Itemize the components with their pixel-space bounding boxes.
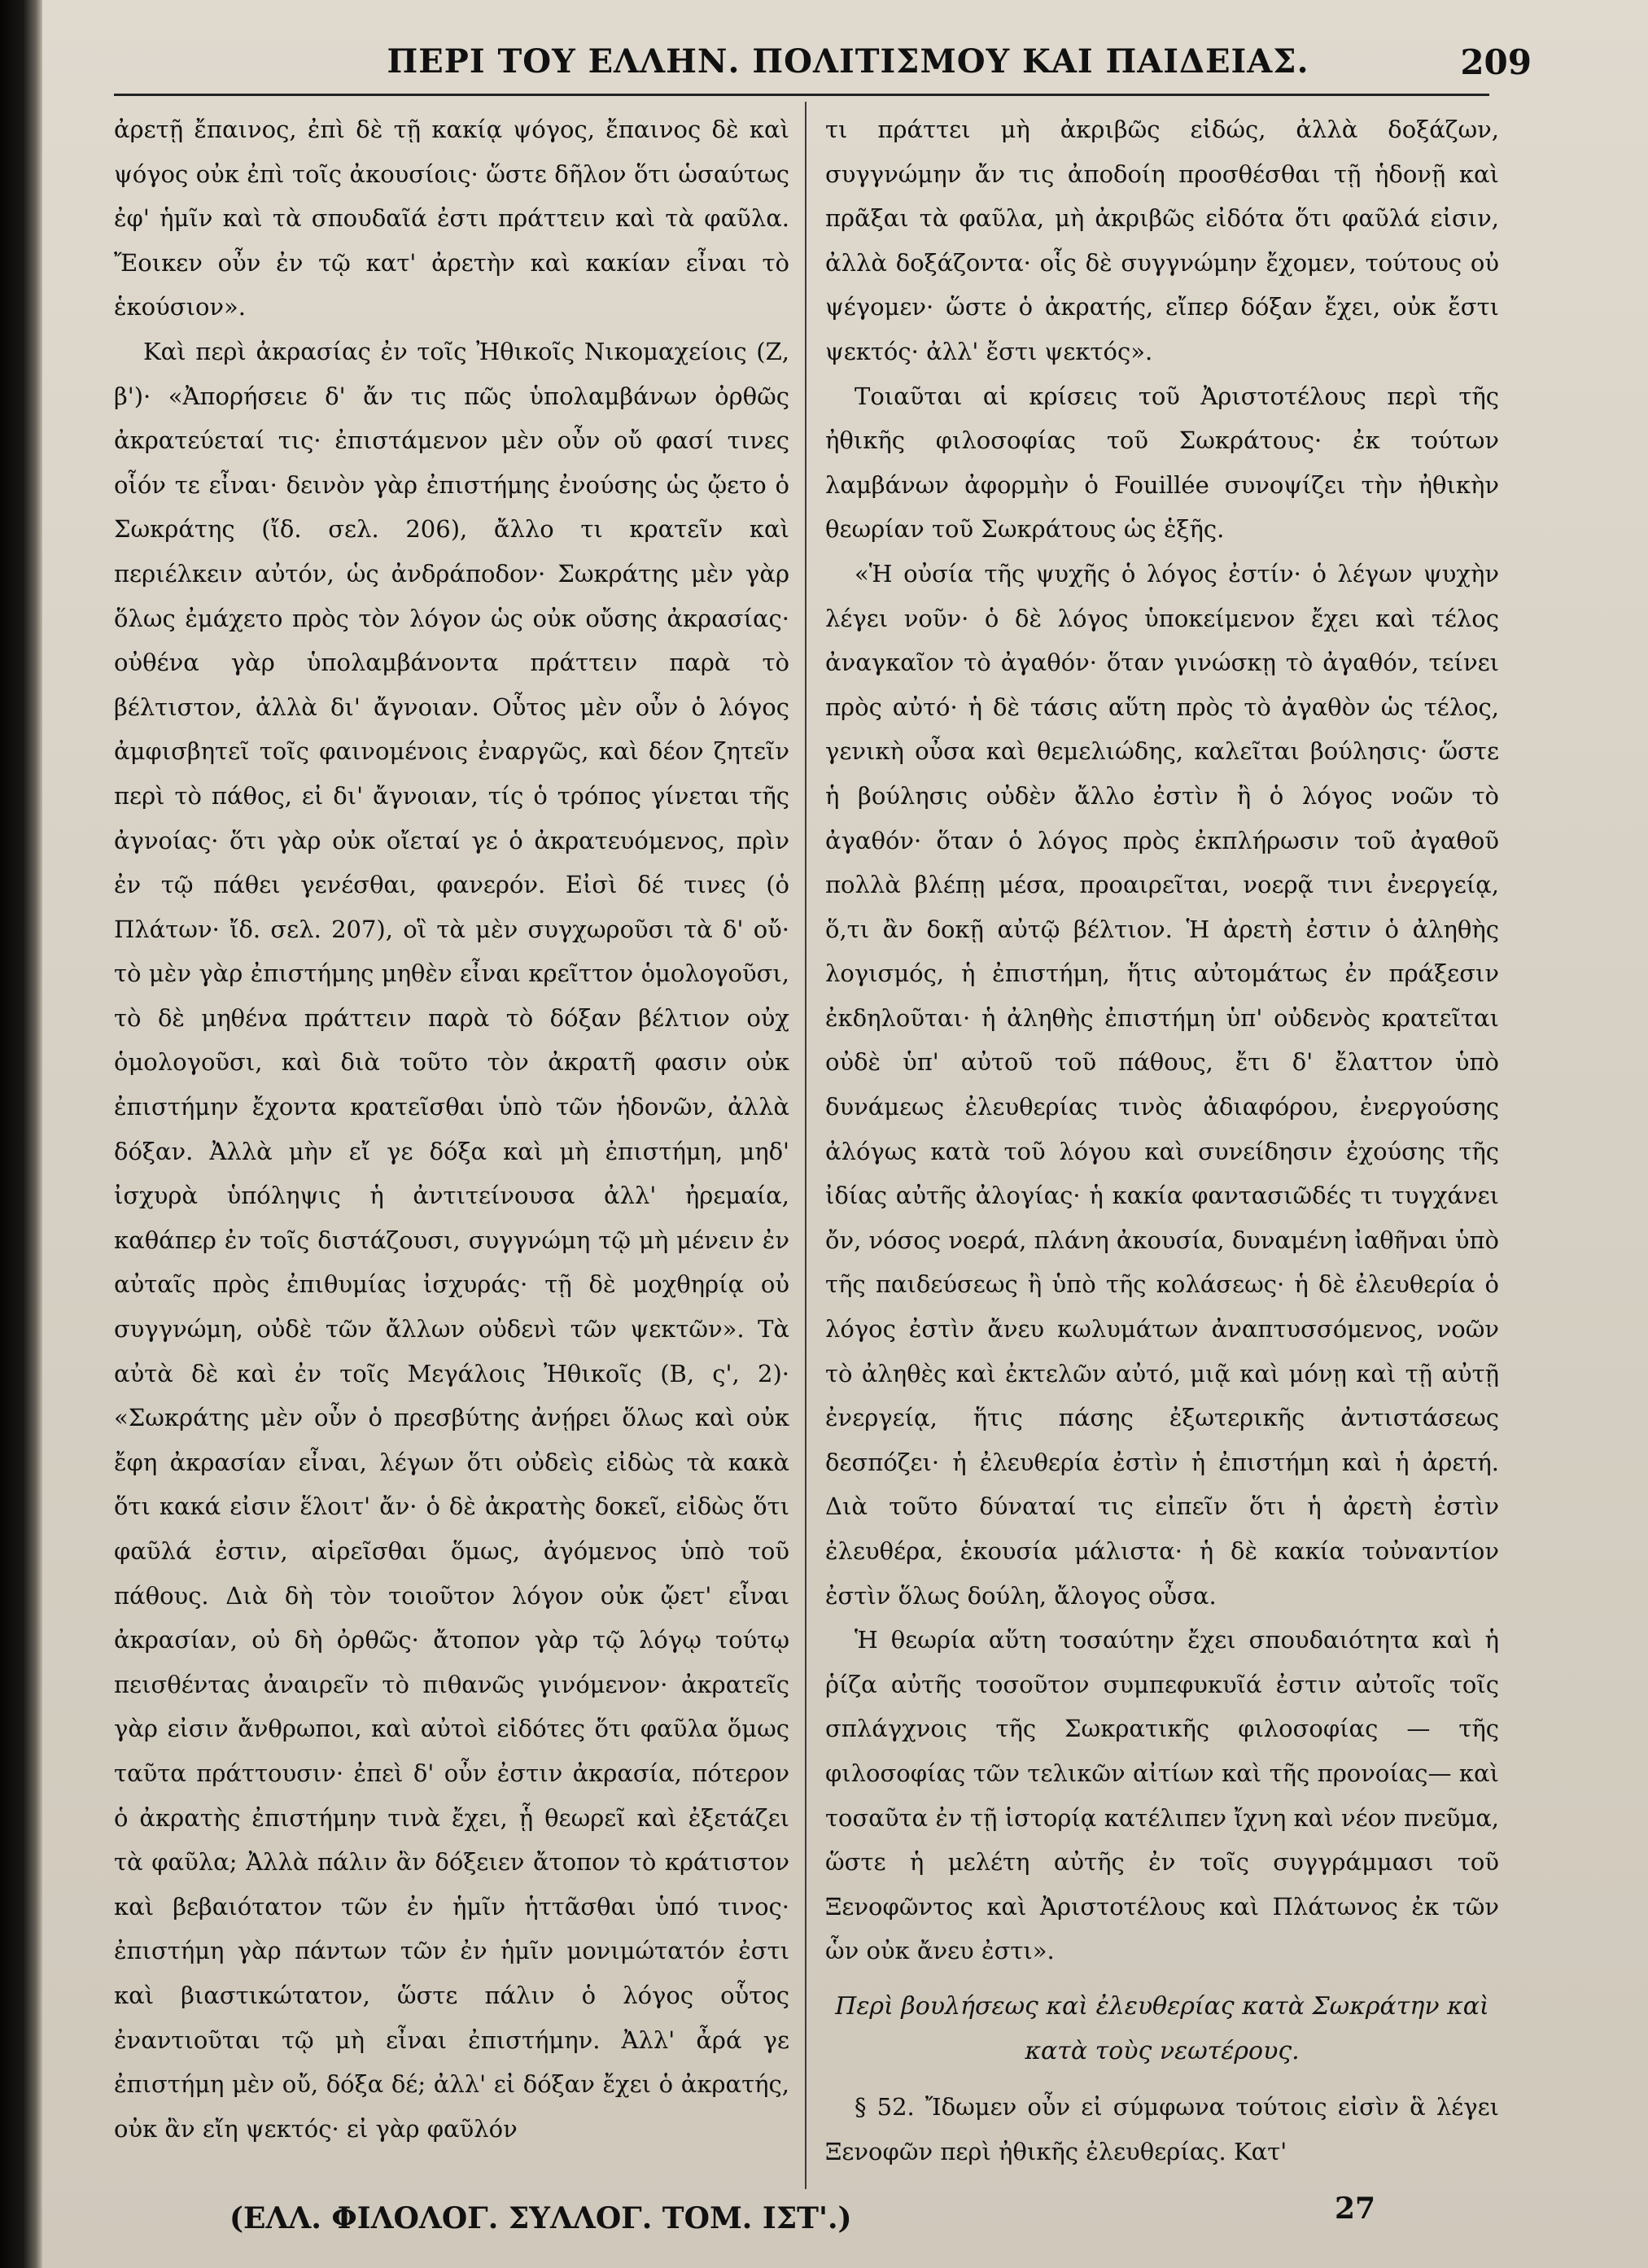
journal-signature: (ΕΛΛ. ΦΙΛΟΛΟΓ. ΣΥΛΛΟΓ. ΤΟΜ. ΙΣΤ'.) [229,2201,852,2235]
page-number: 209 [1460,42,1532,82]
page-footer [114,2192,1497,2250]
page-header [116,42,1629,91]
right-paragraph-3: «Ἡ οὐσία τῆς ψυχῆς ὁ λόγος ἐστίν· ὁ λέγων ψυχὴν λέγει νοῦν· ὁ δὲ λόγος ὑποκείμενον ἔχει καὶ τέλος ἀναγκαῖον τὸ ἀγαθόν· ὅταν γινώσκῃ τὸ ἀγαθόν, τείνει πρὸς αὐτό· ἡ δὲ τάσις αὕτη πρὸς τὸ ἀγαθὸν ὡς τέλος, γενικὴ οὖσα καὶ θεμελιώδης, καλεῖται βούλησις· ὥστε ἡ βούλησις οὐδὲν ἄλλο ἐστὶν ἢ ὁ λόγος νοῶν τὸ ἀγαθόν· ὅταν ὁ λόγος πρὸς ἐκπλήρωσιν τοῦ ἀγαθοῦ πολλὰ βλέπῃ μέσα, προαιρεῖται, νοερᾷ τινι ἐνεργείᾳ, ὅ,τι ἂν δοκῇ αὐτῷ βέλτιον. Ἡ ἀρετὴ ἐστιν ὁ ἀληθὴς λογισμός, ἡ ἐπιστήμη, ἥτις αὐτομάτως ἐν πράξεσιν ἐκδηλοῦται· ἡ ἀληθὴς ἐπιστήμη ὑπ' οὐδενὸς κρατεῖται οὐδὲ ὑπ' αὐτοῦ τοῦ πάθους, ἔτι δ' ἔλαττον ὑπὸ δυνάμεως ἐλευθερίας τινὸς ἀδιαφόρου, ἐνεργούσης ἀλόγως κατὰ τοῦ λόγου καὶ συνείδησιν ἐχούσης τῆς ἰδίας αὐτῆς ἀλογίας· ἡ κακία φαντασιῶδές τι τυγχάνει ὄν, νόσος νοερά, πλάνη ἀκουσία, δυναμένη ἰαθῆναι ὑπὸ τῆς παιδεύσεως ἢ ὑπὸ τῆς κολάσεως· ἡ δὲ ἐλευθερία ὁ λόγος ἐστὶν ἄνευ κωλυμάτων ἀναπτυσσόμενος, νοῶν τὸ ἀληθὲς καὶ ἐκτελῶν αὐτό, μιᾷ καὶ μόνῃ καὶ τῇ αὐτῇ ἐνεργείᾳ, ἥτις πάσης ἐξωτερικῆς ἀντιστάσεως δεσπόζει· ἡ ἐλευθερία ἐστὶν ἡ ἐπιστήμη καὶ ἡ ἀρετή. Διὰ τοῦτο δύναταί τις εἰπεῖν ὅτι ἡ ἀρετὴ ἐστὶν ἐλευθέρα, ἑκουσία μάλιστα· ἡ δὲ κακία τοὐναντίον ἐστὶν ὅλως δούλη, ἄλογος οὖσα. [825,559,1499,1610]
right-column [825,107,1499,2191]
right-paragraph-2: Τοιαῦται αἱ κρίσεις τοῦ Ἀριστοτέλους περὶ τῆς ἠθικῆς φιλοσοφίας τοῦ Σωκράτους· ἐκ τούτων λαμβάνων ἀφορμὴν ὁ Fouillée συνοψίζει τὴν ἠθικὴν θεωρίαν τοῦ Σωκράτους ὡς ἑξῆς. [825,382,1499,544]
left-paragraph-2: Καὶ περὶ ἀκρασίας ἐν τοῖς Ἠθικοῖς Νικομαχείοις (Ζ, β')· «Ἀπορήσειε δ' ἄν τις πῶς ὑπολαμβάνων ὀρθῶς ἀκρατεύεταί τις· ἐπιστάμενον μὲν οὖν οὔ φασί τινες οἷόν τε εἶναι· δεινὸν γὰρ ἐπιστήμης ἐνούσης ὡς ᾤετο ὁ Σωκράτης (ἴδ. σελ. 206), ἄλλο τι κρατεῖν καὶ περιέλκειν αὐτόν, ὡς ἀνδράποδον· Σωκράτης μὲν γὰρ ὅλως ἐμάχετο πρὸς τὸν λόγον ὡς οὐκ οὔσης ἀκρασίας· οὐθένα γὰρ ὑπολαμβάνοντα πράττειν παρὰ τὸ βέλτιστον, ἀλλὰ δι' ἄγνοιαν. Οὗτος μὲν οὖν ὁ λόγος ἀμφισβητεῖ τοῖς φαινομένοις ἐναργῶς, καὶ δέον ζητεῖν περὶ τὸ πάθος, εἰ δι' ἄγνοιαν, τίς ὁ τρόπος γίνεται τῆς ἀγνοίας· ὅτι γὰρ οὐκ οἴεταί γε ὁ ἀκρατευόμενος, πρὶν ἐν τῷ πάθει γενέσθαι, φανερόν. Εἰσὶ δέ τινες (ὁ Πλάτων· ἴδ. σελ. 207), οἳ τὰ μὲν συγχωροῦσι τὰ δ' οὔ· τὸ μὲν γὰρ ἐπιστήμης μηθὲν εἶναι κρεῖττον ὁμολογοῦσι, τὸ δὲ μηθένα πράττειν παρὰ τὸ δόξαν βέλτιον οὐχ ὁμολογοῦσι, καὶ διὰ τοῦτο τὸν ἀκρατῆ φασιν οὐκ ἐπιστήμην ἔχοντα κρατεῖσθαι ὑπὸ τῶν ἡδονῶν, ἀλλὰ δόξαν. Ἀλλὰ μὴν εἴ γε δόξα καὶ μὴ ἐπιστήμη, μηδ' ἰσχυρὰ ὑπόληψις ἡ ἀντιτείνουσα ἀλλ' ἠρεμαία, καθάπερ ἐν τοῖς διστάζουσι, συγγνώμη τῷ μὴ μένειν ἐν αὐταῖς πρὸς ἐπιθυμίας ἰσχυράς· τῇ δὲ μοχθηρίᾳ οὐ συγγνώμη, οὐδὲ τῶν ἄλλων οὐδενὶ τῶν ψεκτῶν». Τὰ αὐτὰ δὲ καὶ ἐν τοῖς Μεγάλοις Ἠθικοῖς (Β, ς', 2)· «Σωκράτης μὲν οὖν ὁ πρεσβύτης ἀνῄρει ὅλως καὶ οὐκ ἔφη ἀκρασίαν εἶναι, λέγων ὅτι οὐδεὶς εἰδὼς τὰ κακὰ ὅτι κακά εἰσιν ἕλοιτ' ἄν· ὁ δὲ ἀκρατὴς δοκεῖ, εἰδὼς ὅτι φαῦλά ἐστιν, αἱρεῖσθαι ὅμως, ἀγόμενος ὑπὸ τοῦ πάθους. Διὰ δὴ τὸν τοιοῦτον λόγον οὐκ ᾤετ' εἶναι ἀκρασίαν, οὐ δὴ ὀρθῶς· ἄτοπον γὰρ τῷ λόγῳ τούτῳ πεισθέντας ἀναιρεῖν τὸ πιθανῶς γινόμενον· ἀκρατεῖς γὰρ εἰσιν ἄνθρωποι, καὶ αὐτοὶ εἰδότες ὅτι φαῦλα ὅμως ταῦτα πράττουσιν· ἐπεὶ δ' οὖν ἐστιν ἀκρασία, πότερον ὁ ἀκρατὴς ἐπιστήμην τινὰ ἔχει, ᾗ θεωρεῖ καὶ ἐξετάζει τὰ φαῦλα; Ἀλλὰ πάλιν ἂν δόξειεν ἄτοπον τὸ κράτιστον καὶ βεβαιότατον τῶν ἐν ἡμῖν ἡττᾶσθαι ὑπό τινος· ἐπιστήμη γὰρ πάντων τῶν ἐν ἡμῖν μονιμώτατόν ἐστι καὶ βιαστικώτατον, ὥστε πάλιν ὁ λόγος οὗτος ἐναντιοῦται τῷ μὴ εἶναι ἐπιστήμην. Ἀλλ' ἆρά γε ἐπιστήμη μὲν οὔ, δόξα δέ; ἀλλ' εἰ δόξαν ἔχει ὁ ἀκρατής, οὐκ ἂν εἴη ψεκτός· εἰ γὰρ φαῦλόν [114,337,789,2143]
book-page [42,0,1648,2268]
sheet-number: 27 [1335,2192,1376,2226]
right-paragraph-4: Ἡ θεωρία αὕτη τοσαύτην ἔχει σπουδαιότητα καὶ ἡ ῥίζα αὐτῆς τοσοῦτον συμπεφυκυῖά ἐστιν αὐτοῖς τοῖς σπλάγχνοις τῆς Σωκρατικῆς φιλοσοφίας — τῆς φιλοσοφίας τῶν τελικῶν αἰτίων καὶ τῆς προνοίας— καὶ τοσαῦτα ἐν τῇ ἱστορίᾳ κατέλιπεν ἴχνη καὶ νέον πνεῦμα, ὥστε ἡ μελέτη αὐτῆς ἐν τοῖς συγγράμμασι τοῦ Ξενοφῶντος καὶ Ἀριστοτέλους καὶ Πλάτωνος ἐκ τῶν ὧν οὐκ ἄνευ ἐστι». [825,1626,1499,1965]
left-paragraph-1: ἀρετῇ ἔπαινος, ἐπὶ δὲ τῇ κακίᾳ ψόγος, ἔπαινος δὲ καὶ ψόγος οὐκ ἐπὶ τοῖς ἀκουσίοις· ὥστε δῆλον ὅτι ὡσαύτως ἐφ' ἡμῖν καὶ τὰ σπουδαῖά ἐστι πράττειν καὶ τὰ φαῦλα. Ἔοικεν οὖν ἐν τῷ κατ' ἀρετὴν καὶ κακίαν εἶναι τὸ ἑκούσιον». [114,116,789,321]
right-paragraph-1: τι πράττει μὴ ἀκριβῶς εἰδώς, ἀλλὰ δοξάζων, συγγνώμην ἄν τις ἀποδοίη προσθέσθαι τῇ ἡδονῇ καὶ πρᾶξαι τὰ φαῦλα, μὴ ἀκριβῶς εἰδότα ὅτι φαῦλά εἰσιν, ἀλλὰ δοξάζοντα· οἷς δὲ συγγνώμην ἔχομεν, τούτους οὐ ψέγομεν· ὥστε ὁ ἀκρατής, εἴπερ δόξαν ἔχει, οὐκ ἔστι ψεκτός· ἀλλ' ἔστι ψεκτός». [825,116,1499,365]
column-divider [805,102,807,2189]
running-head: ΠΕΡΙ ΤΟΥ ΕΛΛΗΝ. ΠΟΛΙΤΙΣΜΟΥ ΚΑΙ ΠΑΙΔΕΙΑΣ. [387,42,1309,81]
left-column [114,107,789,2191]
header-rule [114,94,1489,96]
book-spine-shadow [0,0,42,2268]
section-subheading: Περὶ βουλήσεως καὶ ἐλευθερίας κατὰ Σωκράτην καὶ κατὰ τοὺς νεωτέρους. [835,1991,1489,2065]
right-paragraph-5: § 52. Ἴδωμεν οὖν εἰ σύμφωνα τούτοις εἰσὶν ἃ λέγει Ξενοφῶν περὶ ἠθικῆς ἐλευθερίας. Κατ' [825,2093,1499,2165]
